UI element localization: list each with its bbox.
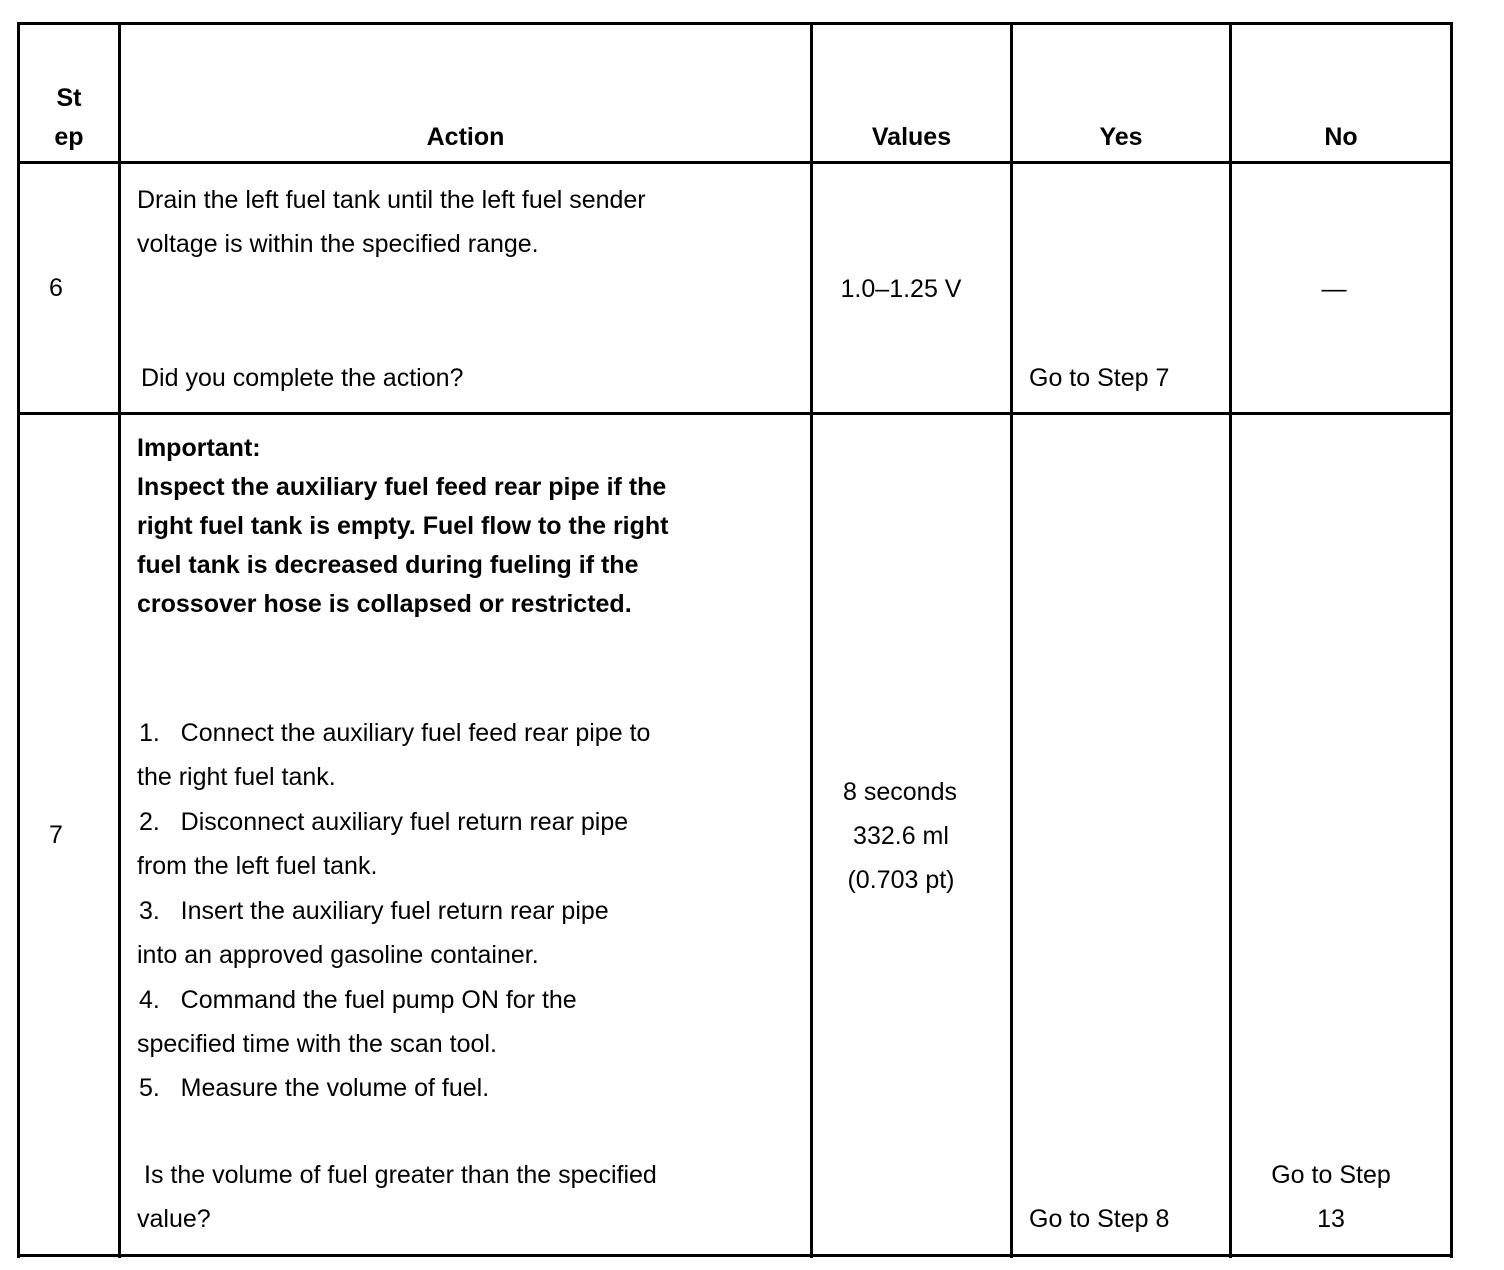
row-7-procedure-line-2: the right fuel tank. bbox=[137, 763, 336, 791]
row-6-action-line-2: voltage is within the specified range. bbox=[137, 230, 539, 258]
row-7-important-line-3: fuel tank is decreased during fueling if the bbox=[137, 551, 639, 579]
row-7-procedure-line-5: 3. Insert the auxiliary fuel return rear pipe bbox=[139, 897, 609, 925]
header-step-line1: St bbox=[56, 84, 82, 112]
row-7-value-line-2: 332.6 ml bbox=[853, 822, 949, 850]
row-7-procedure-line-7: 4. Command the fuel pump ON for the bbox=[139, 986, 577, 1014]
yes-col-divider bbox=[1229, 23, 1232, 1258]
row-7-procedure-line-1: 1. Connect the auxiliary fuel feed rear pipe to bbox=[139, 719, 651, 747]
header-bottom-border bbox=[17, 161, 1453, 164]
row-7-procedure-line-6: into an approved gasoline container. bbox=[137, 941, 539, 969]
row-6-step: 6 bbox=[49, 274, 63, 302]
row-6-action-line-1: Drain the left fuel tank until the left fuel sender bbox=[137, 186, 646, 214]
row-7-procedure-line-9: 5. Measure the volume of fuel. bbox=[139, 1074, 490, 1102]
table-left-border bbox=[17, 23, 20, 1258]
row-7-question-line-2: value? bbox=[137, 1205, 211, 1233]
row-7-important-line-1: Inspect the auxiliary fuel feed rear pipe if the bbox=[137, 473, 667, 501]
row-6-bottom-border bbox=[17, 412, 1453, 415]
row-7-important-line-4: crossover hose is collapsed or restricted. bbox=[137, 590, 632, 618]
row-7-important-line-2: right fuel tank is empty. Fuel flow to the right bbox=[137, 512, 669, 540]
table-top-border bbox=[17, 22, 1453, 25]
row-6-question: Did you complete the action? bbox=[141, 364, 464, 392]
row-7-value-line-3: (0.703 pt) bbox=[847, 866, 955, 894]
row-6-value: 1.0–1.25 V bbox=[840, 275, 962, 303]
row-7-procedure-line-4: from the left fuel tank. bbox=[137, 852, 378, 880]
action-col-divider bbox=[810, 23, 813, 1258]
values-col-divider bbox=[1010, 23, 1013, 1258]
step-col-divider bbox=[118, 23, 121, 1258]
row-6-no: — bbox=[1321, 275, 1347, 303]
header-action: Action bbox=[426, 123, 505, 151]
row-7-yes: Go to Step 8 bbox=[1029, 1205, 1170, 1233]
row-7-step: 7 bbox=[49, 821, 63, 849]
header-no: No bbox=[1324, 123, 1358, 151]
table-bottom-border bbox=[17, 1254, 1453, 1257]
header-values: Values bbox=[871, 123, 952, 151]
row-7-procedure-line-8: specified time with the scan tool. bbox=[137, 1030, 497, 1058]
table-right-border bbox=[1450, 23, 1453, 1258]
row-7-question-line-1: Is the volume of fuel greater than the specified bbox=[144, 1161, 657, 1189]
header-yes: Yes bbox=[1099, 123, 1143, 151]
row-6-yes: Go to Step 7 bbox=[1029, 364, 1170, 392]
row-7-important-label: Important: bbox=[137, 434, 261, 462]
row-7-value-line-1: 8 seconds bbox=[843, 778, 957, 806]
row-7-procedure-line-3: 2. Disconnect auxiliary fuel return rear pipe bbox=[139, 808, 629, 836]
row-7-no-line-2: 13 bbox=[1317, 1205, 1345, 1233]
header-step-line2: ep bbox=[54, 123, 84, 151]
row-7-no-line-1: Go to Step bbox=[1271, 1161, 1391, 1189]
